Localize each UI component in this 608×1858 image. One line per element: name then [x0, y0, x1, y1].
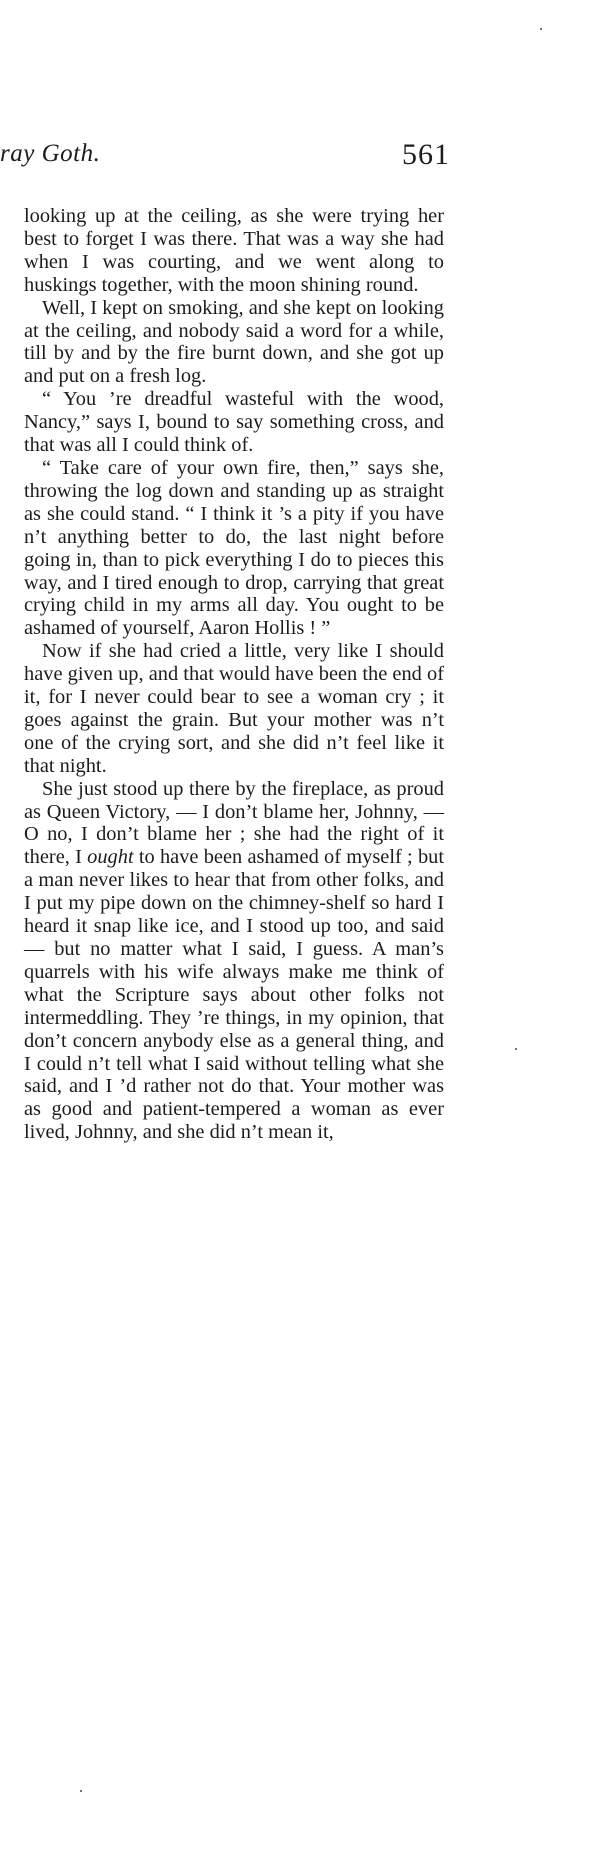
paper-speck — [515, 1048, 517, 1050]
running-title: ray Goth. — [0, 140, 101, 167]
paragraph-6 — [24, 778, 444, 1145]
paragraph-4: “ Take care of your own fire, then,” says she, throwing the log down and standing up as straight as she could stand. “ I think it ’s a pity if you have n’t anything better to do, the last night before going in, than to pick everything I do to pieces this way, and I tired enough to drop, carrying that great crying child in my arms all day. You ought to be ashamed of yourself, Aaron Hollis ! ” — [24, 456, 444, 640]
paragraph-1: looking up at the ceiling, as she were trying her best to forget I was there. That was a way she had when I was courting, and we went along to huskings together, with the moon shining round. — [24, 205, 444, 296]
running-head — [0, 140, 450, 184]
paragraph-6-start: She just stood up there by the fireplace, as proud as Queen Victory, — I don’t blame her, Johnny, — O no, I don’t blame her ; she had the right of it there, I — [24, 777, 444, 869]
body-text — [24, 205, 444, 1144]
page-number: 561 — [402, 138, 450, 171]
paragraph-3: “ You ’re dreadful wasteful with the wood, Nancy,” says I, bound to say something cross, and that was all I could think of. — [24, 388, 444, 457]
paragraph-6-end: to have been ashamed of myself ; but a man never likes to hear that from other folks, and I put my pipe down on the chimney-shelf so hard I heard it snap like ice, and I stood up too, and said — but no matter what I said, I guess. A man’s quarrels with his wife always make me think of what the Scripture says about other folks not intermeddling. They ’re things, in my opinion, that don’t concern anybody else as a general thing, and I could n’t tell what I said without telling what she said, and I ’d rather not do that. Your mother was as good and patient-tempered a woman as ever lived, Johnny, and she did n’t mean it, — [24, 846, 444, 1144]
emphasized-word: ought — [87, 846, 134, 869]
paragraph-5: Now if she had cried a little, very like I should have given up, and that would have been the end of it, for I never could bear to see a woman cry ; it goes against the grain. But your mother was n’t one of the crying sort, and she did n’t feel like it that night. — [24, 640, 444, 777]
paper-speck — [80, 1790, 82, 1792]
paragraph-2: Well, I kept on smoking, and she kept on looking at the ceiling, and nobody said a word for a while, till by and by the fire burnt down, and she got up and put on a fresh log. — [24, 296, 444, 388]
paper-speck — [540, 28, 542, 30]
